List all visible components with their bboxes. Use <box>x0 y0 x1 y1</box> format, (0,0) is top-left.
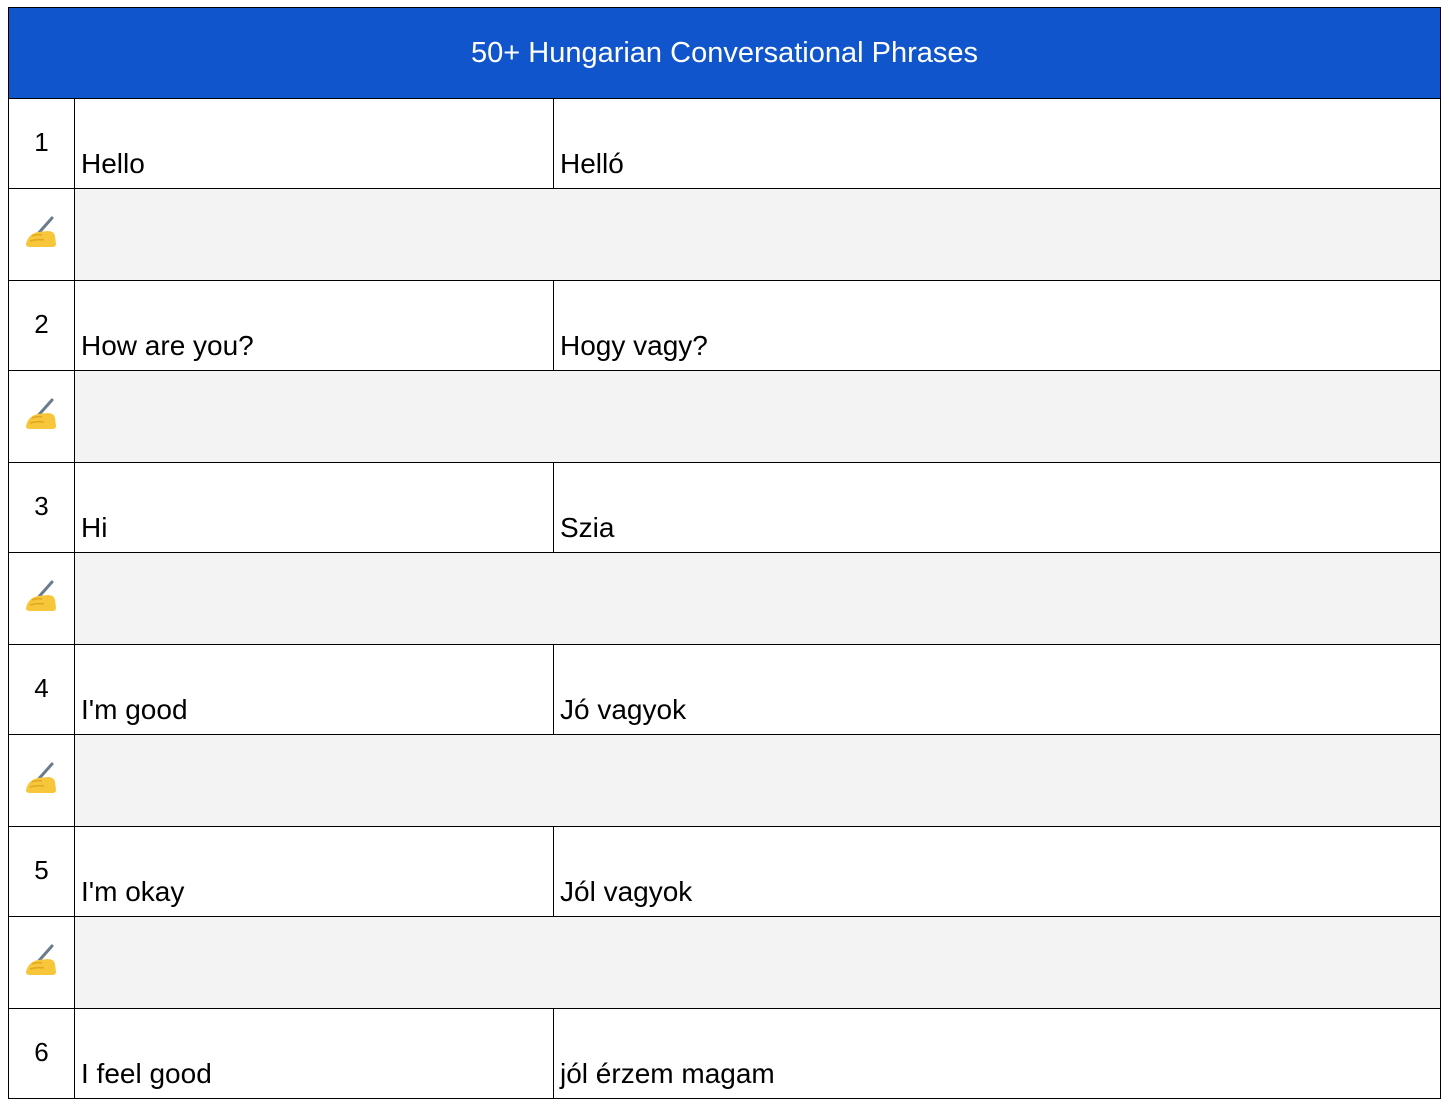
english-phrase[interactable]: I feel good <box>75 1009 554 1099</box>
note-icon-cell[interactable] <box>9 735 75 827</box>
note-row <box>9 189 1441 281</box>
hungarian-phrase[interactable]: Jól vagyok <box>554 827 1441 917</box>
row-number[interactable]: 3 <box>9 463 75 553</box>
hungarian-phrase[interactable]: jól érzem magam <box>554 1009 1441 1099</box>
english-phrase[interactable]: I'm okay <box>75 827 554 917</box>
note-icon-cell[interactable] <box>9 189 75 281</box>
note-icon-cell[interactable] <box>9 371 75 463</box>
hungarian-phrase[interactable]: Jó vagyok <box>554 645 1441 735</box>
english-phrase[interactable]: Hello <box>75 99 554 189</box>
hungarian-phrase[interactable]: Hogy vagy? <box>554 281 1441 371</box>
note-area[interactable] <box>75 189 1441 281</box>
english-phrase[interactable]: Hi <box>75 463 554 553</box>
note-row <box>9 917 1441 1009</box>
hungarian-phrase[interactable]: Helló <box>554 99 1441 189</box>
title-row <box>9 8 1441 99</box>
note-area[interactable] <box>75 553 1441 645</box>
writing-hand-icon <box>22 760 62 796</box>
table-title[interactable]: 50+ Hungarian Conversational Phrases <box>9 8 1441 99</box>
note-row <box>9 371 1441 463</box>
table-row <box>9 281 1441 371</box>
english-phrase[interactable]: I'm good <box>75 645 554 735</box>
row-number[interactable]: 6 <box>9 1009 75 1099</box>
row-number[interactable]: 2 <box>9 281 75 371</box>
row-number[interactable]: 4 <box>9 645 75 735</box>
note-row <box>9 553 1441 645</box>
note-icon-cell[interactable] <box>9 917 75 1009</box>
row-number[interactable]: 5 <box>9 827 75 917</box>
row-number[interactable]: 1 <box>9 99 75 189</box>
note-row <box>9 735 1441 827</box>
note-area[interactable] <box>75 371 1441 463</box>
english-phrase[interactable]: How are you? <box>75 281 554 371</box>
phrases-table <box>8 7 1441 1099</box>
table-row <box>9 99 1441 189</box>
table-row <box>9 1009 1441 1099</box>
writing-hand-icon <box>22 396 62 432</box>
hungarian-phrase[interactable]: Szia <box>554 463 1441 553</box>
table-row <box>9 463 1441 553</box>
table-row <box>9 645 1441 735</box>
spreadsheet-view <box>8 7 1449 1108</box>
writing-hand-icon <box>22 942 62 978</box>
note-area[interactable] <box>75 735 1441 827</box>
writing-hand-icon <box>22 578 62 614</box>
table-row <box>9 827 1441 917</box>
note-icon-cell[interactable] <box>9 553 75 645</box>
writing-hand-icon <box>22 214 62 250</box>
note-area[interactable] <box>75 917 1441 1009</box>
